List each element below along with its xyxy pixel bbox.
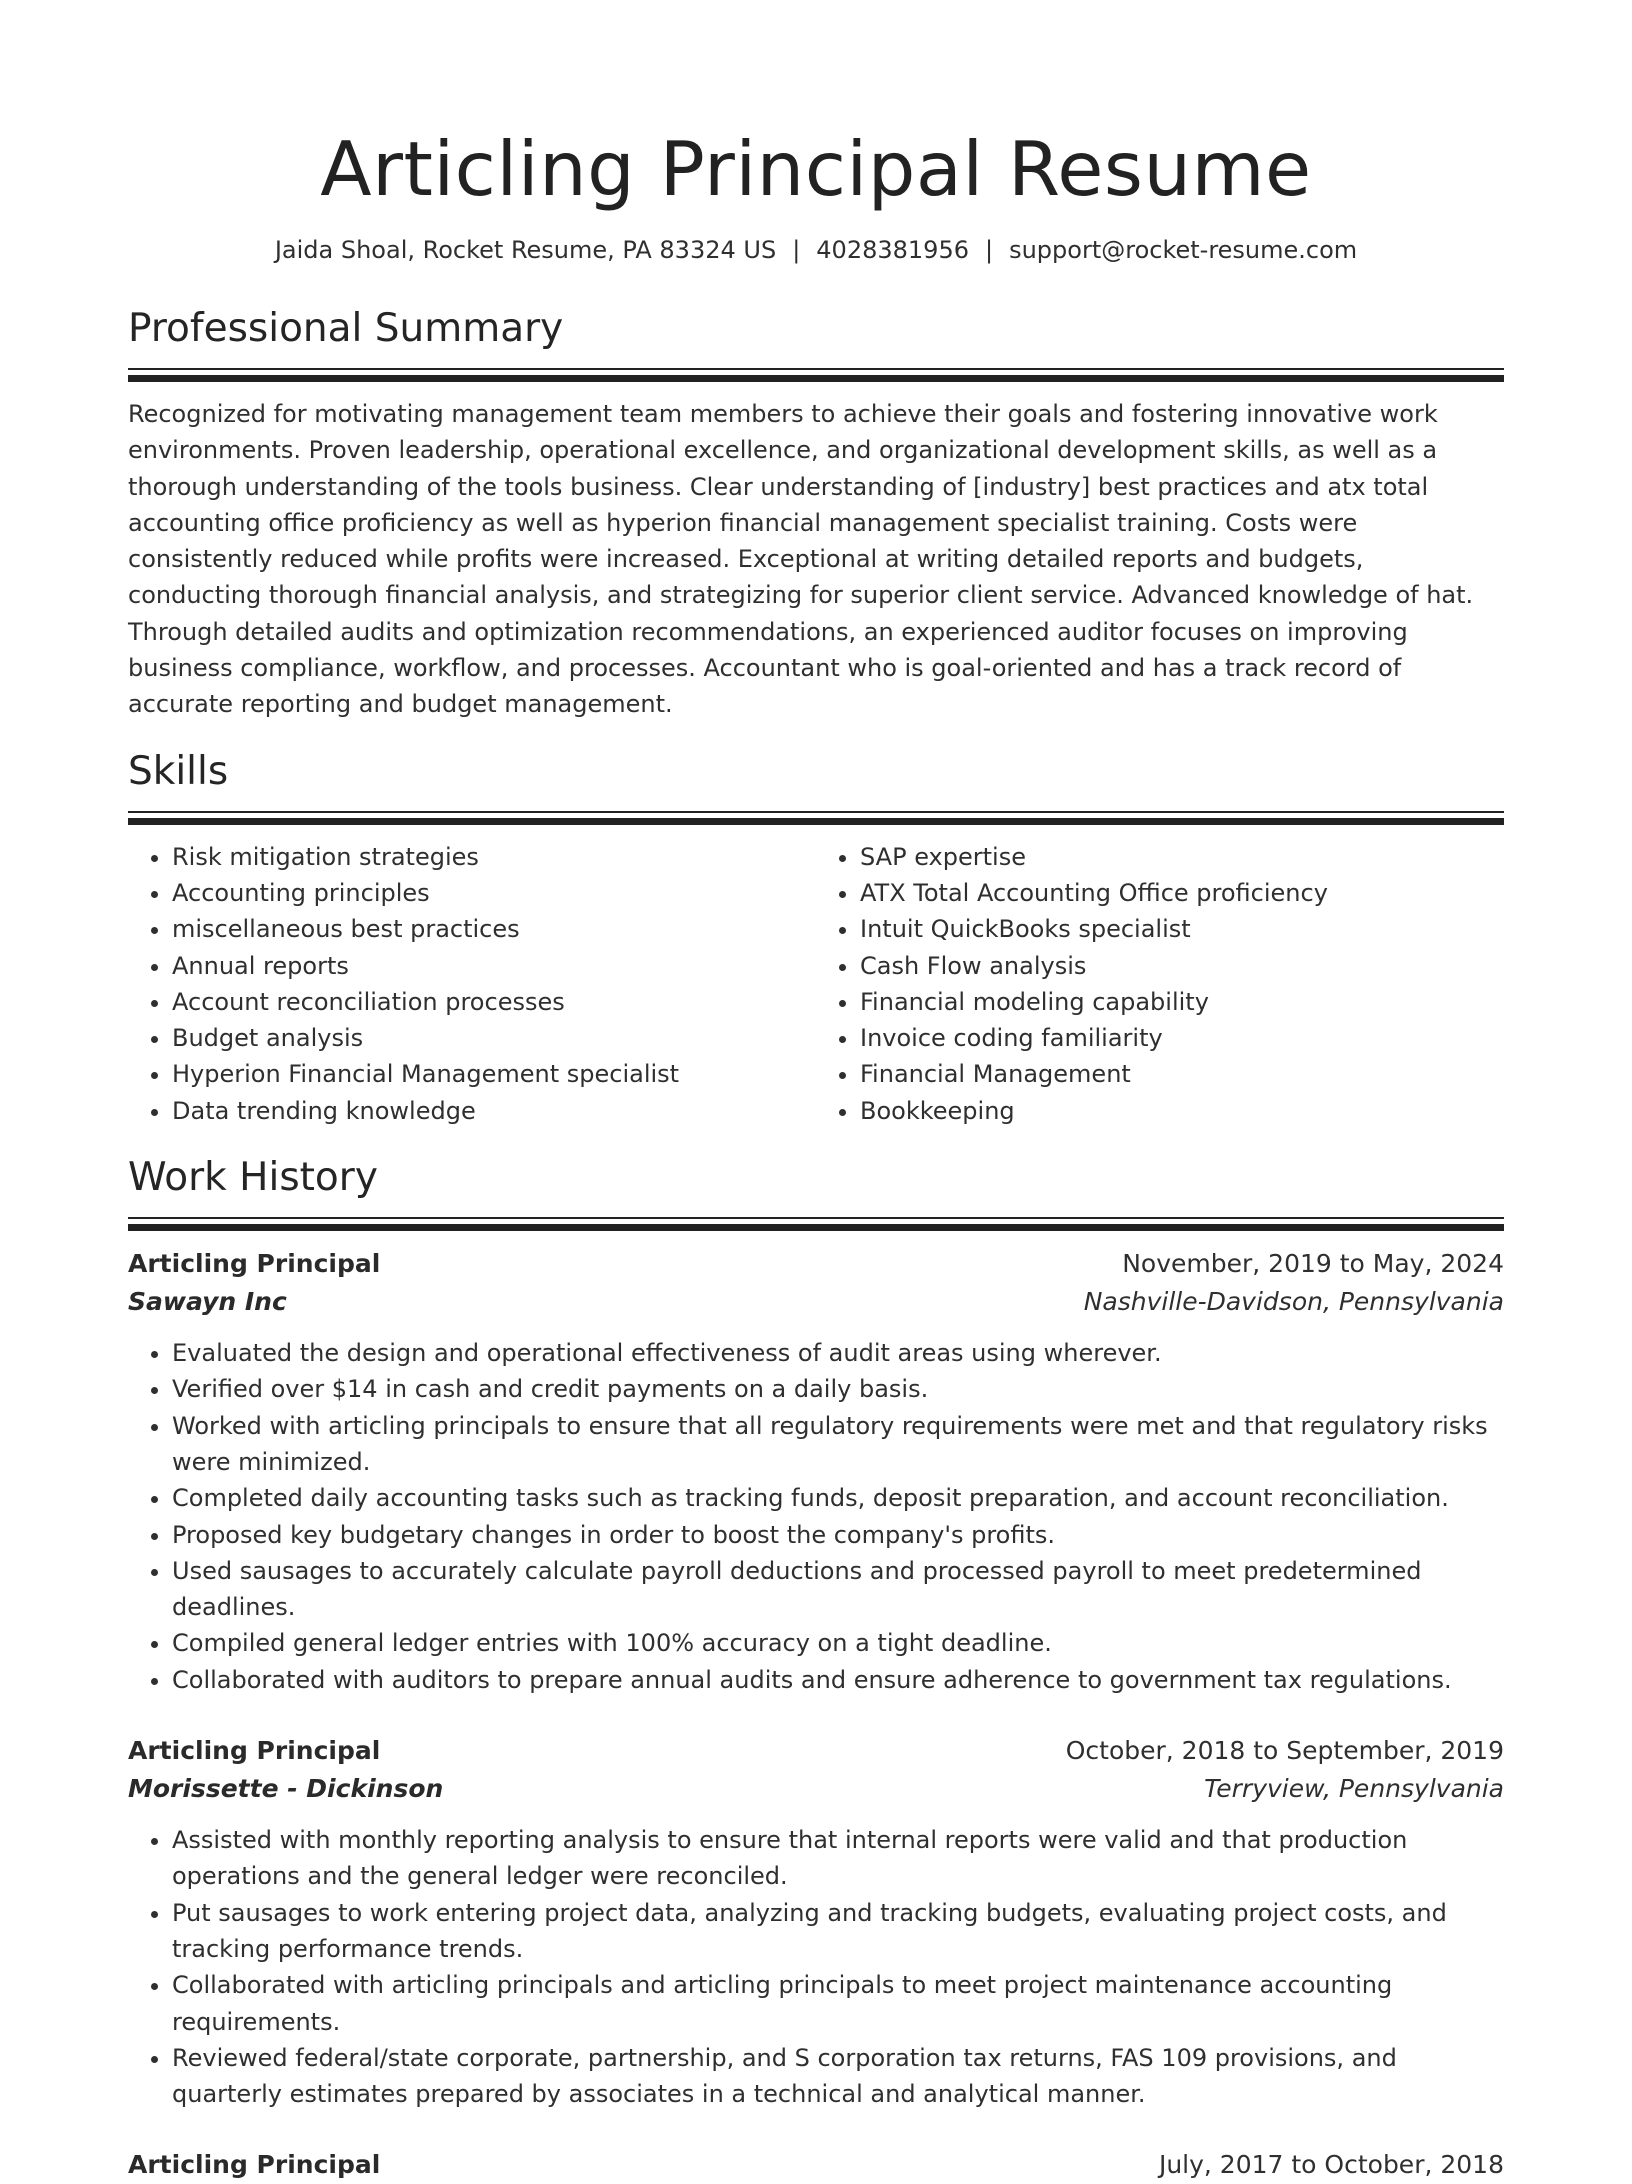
skills-heading: Skills — [128, 748, 229, 794]
job-title: Articling Principal — [128, 1736, 381, 1766]
skill-item: • Accounting principles — [172, 875, 816, 911]
job-location: Nashville-Davidson, Pennsylvania — [1083, 1287, 1504, 1317]
job-bullet: • Worked with articling principals to ensure that all regulatory requirements were met and that regulatory risks were minimized. — [172, 1408, 1504, 1481]
skill-item: • Bookkeeping — [860, 1093, 1504, 1129]
job-header-row — [128, 1732, 1504, 1770]
work-history-heading: Work History — [128, 1155, 378, 1201]
job-location: Terryview, Pennsylvania — [1204, 1774, 1504, 1804]
skill-item: • ATX Total Accounting Office proficiency — [860, 875, 1504, 911]
skill-item: • Hyperion Financial Management specialist — [172, 1056, 816, 1092]
job-bullet: • Reviewed federal/state corporate, partnership, and S corporation tax returns, FAS 109 provisions, and quarterly estimates prepared by associates in a technical and analytical manner. — [172, 2040, 1504, 2113]
skill-item: • Invoice coding familiarity — [860, 1020, 1504, 1056]
skill-item: • Financial modeling capability — [860, 984, 1504, 1020]
job-title: Articling Principal — [128, 2150, 381, 2180]
skill-item: • Annual reports — [172, 948, 816, 984]
resume-page — [128, 0, 1504, 2184]
skill-item: • Data trending knowledge — [172, 1093, 816, 1129]
job-company: Morissette - Dickinson — [128, 1774, 444, 1804]
skill-item: • Budget analysis — [172, 1020, 816, 1056]
summary-text: Recognized for motivating management team members to achieve their goals and fostering innovative work environments. Proven leadership, operational excellence, and organizational development skills, as well as a thorough understanding of the tools business. Clear understanding of [industry] best practices and atx total accounting office proficiency as well as hyperion financial management specialist training. Costs were consistently reduced while profits were increased. Exceptional at writing detailed reports and budgets, conducting thorough financial analysis, and strategizing for superior client service. Advanced knowledge of hat. Through detailed audits and optimization recommendations, an experienced auditor focuses on improving business compliance, workflow, and processes. Accountant who is goal-oriented and has a track record of accurate reporting and budget management. — [128, 400, 1474, 719]
job-bullet: • Evaluated the design and operational effectiveness of audit areas using wherever. — [172, 1335, 1504, 1371]
contact-line — [128, 234, 1504, 266]
job-bullet: • Compiled general ledger entries with 100% accuracy on a tight deadline. — [172, 1625, 1504, 1661]
job-bullet: • Verified over $14 in cash and credit payments on a daily basis. — [172, 1371, 1504, 1407]
job-dates: October, 2018 to September, 2019 — [1065, 1736, 1504, 1766]
job-bullet: • Collaborated with articling principals and articling principals to meet project maintenance accounting requirements. — [172, 1967, 1504, 2040]
contact-phone: 4028381956 — [816, 236, 969, 264]
job-company-row — [128, 1770, 1504, 1808]
skill-item: • SAP expertise — [860, 839, 1504, 875]
job-bullet: • Used sausages to accurately calculate payroll deductions and processed payroll to meet predetermined deadlines. — [172, 1553, 1504, 1626]
job-header-row — [128, 1245, 1504, 1283]
skill-item: • Cash Flow analysis — [860, 948, 1504, 984]
job-dates: July, 2017 to October, 2018 — [1158, 2150, 1504, 2180]
skill-item: • miscellaneous best practices — [172, 911, 816, 947]
job-bullets — [128, 1335, 1504, 1698]
section-divider — [128, 811, 1504, 825]
job-bullet: • Put sausages to work entering project data, analyzing and tracking budgets, evaluating project costs, and tracking performance trends. — [172, 1895, 1504, 1968]
skill-item: • Financial Management — [860, 1056, 1504, 1092]
job-entry — [128, 1732, 1504, 2112]
job-dates: November, 2019 to May, 2024 — [1122, 1249, 1504, 1279]
skill-item: • Intuit QuickBooks specialist — [860, 911, 1504, 947]
job-bullet: • Completed daily accounting tasks such as tracking funds, deposit preparation, and account reconciliation. — [172, 1480, 1504, 1516]
job-company-row — [128, 1283, 1504, 1321]
resume-title: Articling Principal Resume — [320, 125, 1312, 213]
skill-item: • Risk mitigation strategies — [172, 839, 816, 875]
skill-item: • Account reconciliation processes — [172, 984, 816, 1020]
contact-separator: | — [984, 236, 994, 264]
skills-grid — [128, 839, 1504, 1129]
job-header-row — [128, 2146, 1504, 2184]
job-bullet: • Collaborated with auditors to prepare annual audits and ensure adherence to government tax regulations. — [172, 1662, 1504, 1698]
job-company: Sawayn Inc — [128, 1287, 287, 1317]
skills-list-right — [816, 839, 1504, 1129]
section-divider — [128, 368, 1504, 382]
job-entry — [128, 1245, 1504, 1698]
job-bullet: • Assisted with monthly reporting analysis to ensure that internal reports were valid and that production operations and the general ledger were reconciled. — [172, 1822, 1504, 1895]
job-bullets — [128, 1822, 1504, 2112]
job-bullet: • Proposed key budgetary changes in order to boost the company's profits. — [172, 1517, 1504, 1553]
section-divider — [128, 1217, 1504, 1231]
job-title: Articling Principal — [128, 1249, 381, 1279]
job-entry — [128, 2146, 1504, 2184]
contact-email: support@rocket-resume.com — [1009, 236, 1358, 264]
contact-separator: | — [792, 236, 801, 264]
skills-list-left — [128, 839, 816, 1129]
summary-heading: Professional Summary — [128, 306, 564, 351]
contact-address: Jaida Shoal, Rocket Resume, PA 83324 US — [274, 236, 777, 264]
